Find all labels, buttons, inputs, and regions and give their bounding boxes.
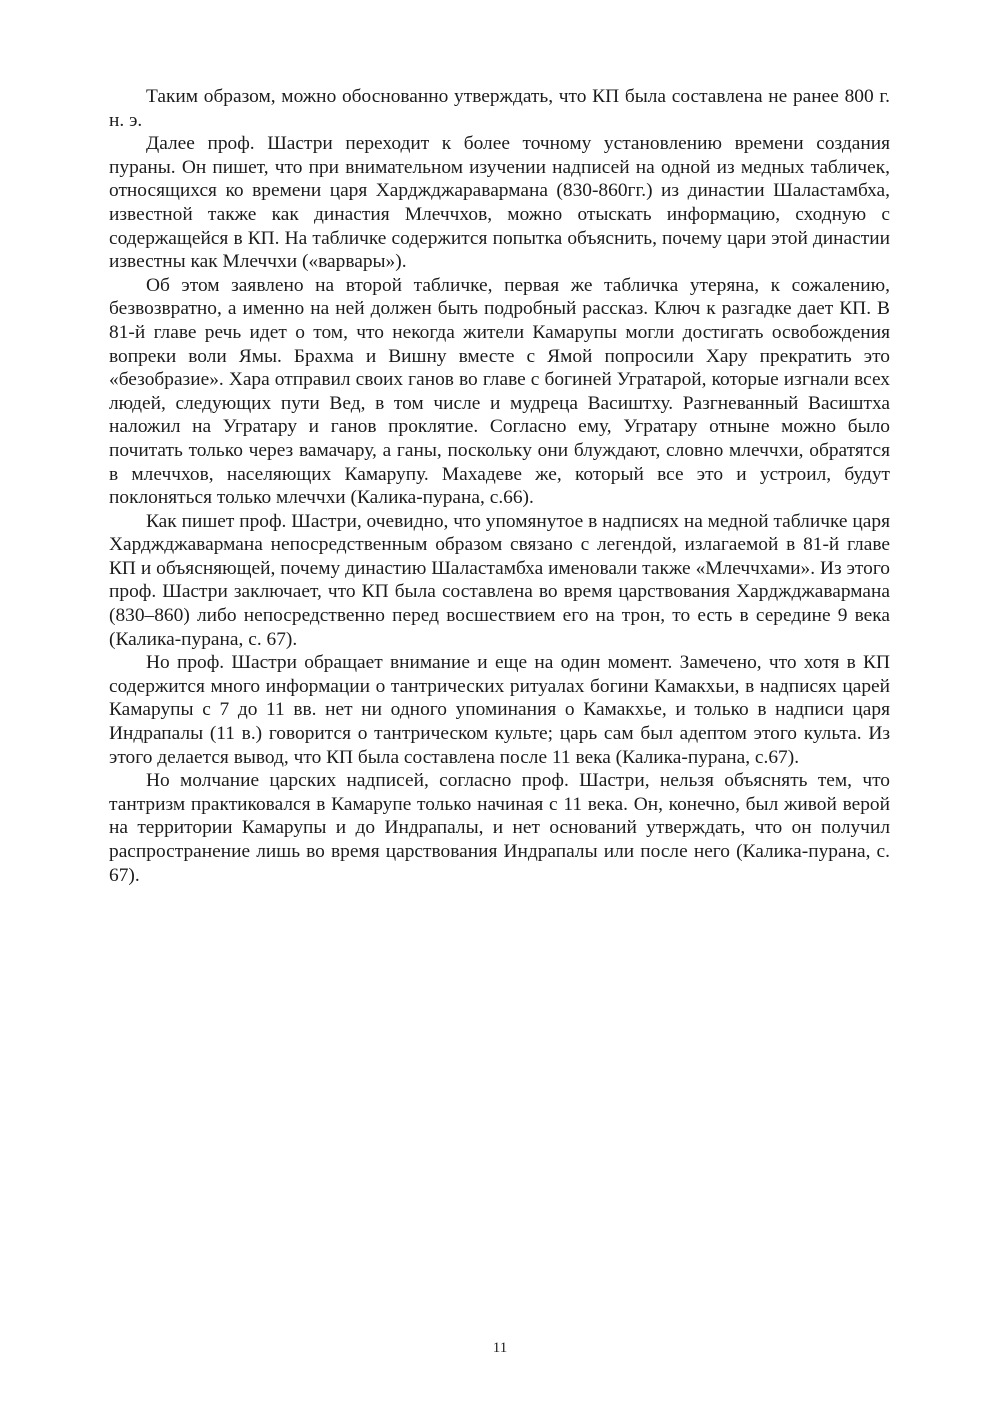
paragraph: Как пишет проф. Шастри, очевидно, что упомянутое в надписях на медной табличке царя Харджджавармана непосредственным образом связано с легендой, излагаемой в 81-й главе КП и объясняющей, почему династию Шаластамбха именовали также «Млеччхами». Из этого проф. Шастри заключает, что КП была составлена во время царствования Харджджавармана (830–860) либо непосредственно перед восшествием его на трон, то есть в середине 9 века (Калика-пурана, с. 67). xyxy=(109,510,890,650)
paragraph: Об этом заявлено на второй табличке, первая же табличка утеряна, к сожалению, безвозвратно, а именно на ней должен быть подробный рассказ. Ключ к разгадке дает КП. В 81-й главе речь идет о том, что некогда жители Камарупы могли достигать освобождения вопреки воли Ямы. Брахма и Вишну вместе с Ямой попросили Хару прекратить это «безобразие». Хара отправил своих ганов во главе с богиней Угратарой, которые изгнали всех людей, следующих пути Вед, в том числе и мудреца Васиштху. Разгневанный Васиштха наложил на Угратару и ганов проклятие. Согласно ему, Угратару отныне можно было почитать только через вамачару, а ганы, поскольку они блуждают, словно млеччхи, обратятся в млеччхов, населяющих Камарупу. Махадеве же, который все это и устроил, будут поклоняться только млеччхи (Калика-пурана, с.66). xyxy=(109,274,890,509)
page-number: 11 xyxy=(492,1340,508,1356)
paragraph: Далее проф. Шастри переходит к более точному установлению времени создания пураны. Он пишет, что при внимательном изучении надписей на одной из медных табличек, относящихся ко времени царя Харджджараварманa (830-860гг.) из династии Шаластамбха, известной также как династия Млеччхов, можно отыскать информацию, сходную с содержащейся в КП. На табличке содержится попытка объяснить, почему цари этой династии известны как Млеччхи («варвары»). xyxy=(109,133,890,273)
paragraph: Но молчание царских надписей, согласно проф. Шастри, нельзя объяснять тем, что тантризм практиковался в Камарупе только начиная с 11 века. Он, конечно, был живой верой на территории Камарупы и до Индрапалы, и нет оснований утверждать, что он получил распространение лишь во время царствования Индрапалы или после него (Калика-пурана, с. 67). xyxy=(109,770,890,886)
paragraph: Но проф. Шастри обращает внимание и еще на один момент. Замечено, что хотя в КП содержится много информации о тантрических ритуалах богини Камакхьи, в надписях царей Камарупы с 7 до 11 вв. нет ни одного упоминания о Камакхье, и только в надписи царя Индрапалы (11 в.) говорится о тантрическом культе; царь сам был адептом этого культа. Из этого делается вывод, что КП была составлена после 11 века (Калика-пурана, с.67). xyxy=(109,652,890,768)
body-text xyxy=(109,85,890,887)
paragraph: Таким образом, можно обоснованно утверждать, что КП была составлена не ранее 800 г. н. э. xyxy=(109,86,890,131)
